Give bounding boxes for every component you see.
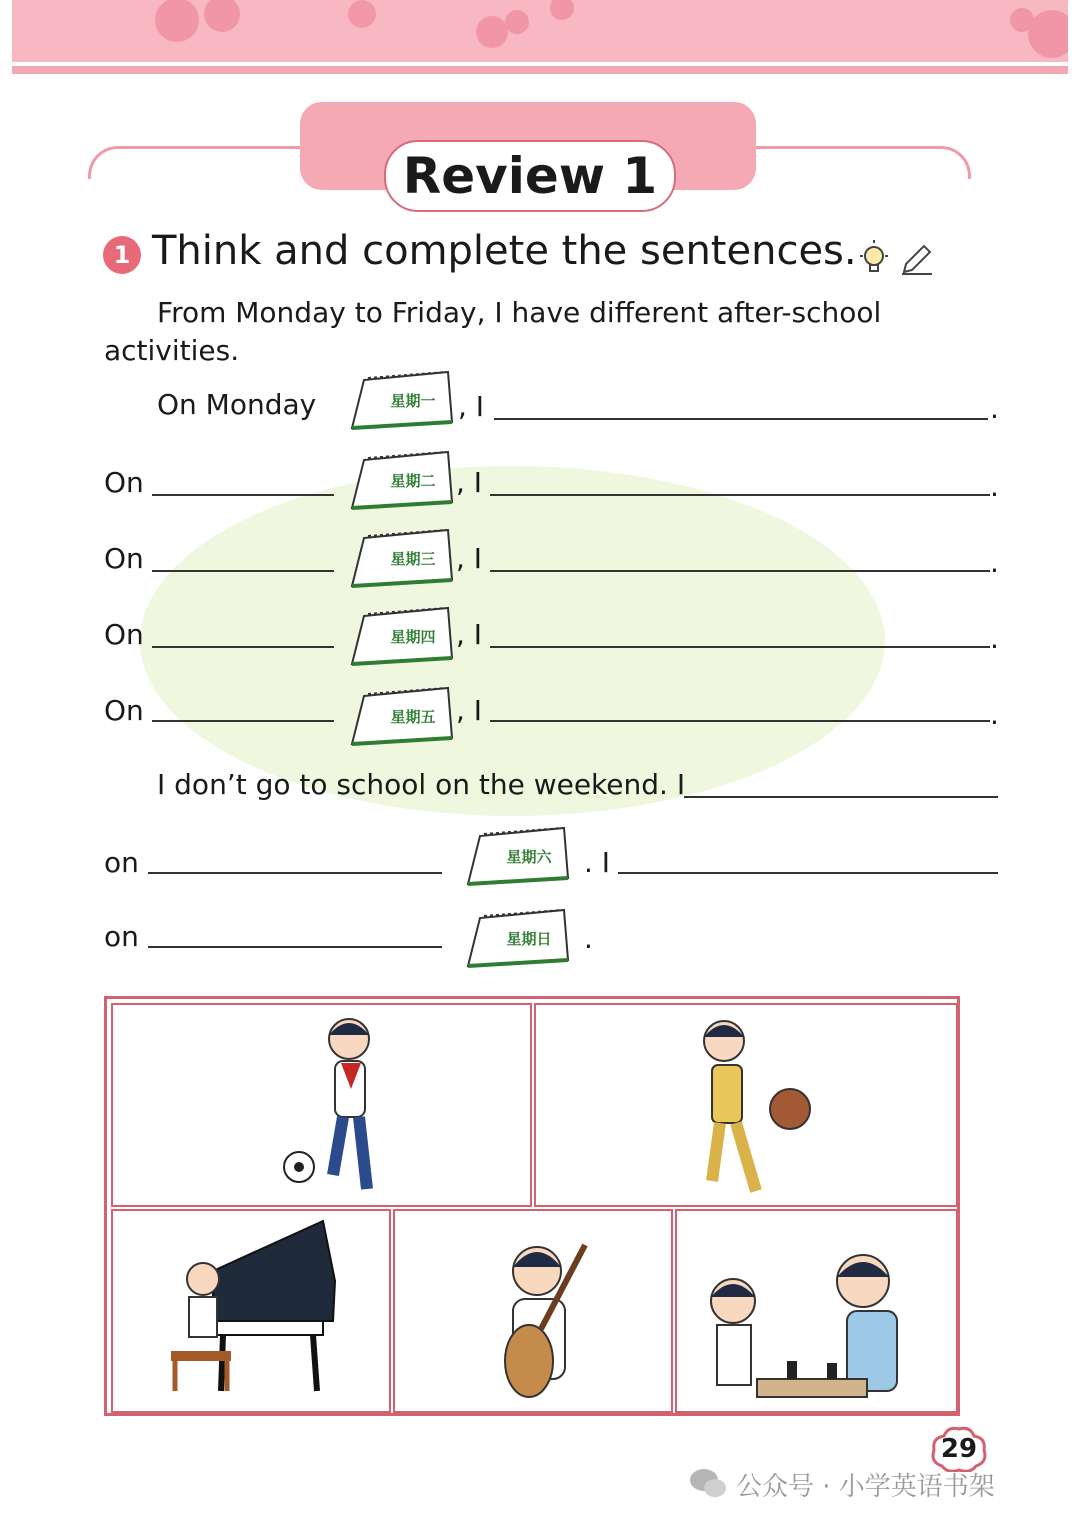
row-prefix: On: [104, 694, 144, 727]
blank-day-friday[interactable]: [152, 720, 334, 722]
page-title: Review 1: [384, 140, 676, 212]
row-prefix-monday: On Monday: [157, 388, 317, 421]
blank-day-saturday[interactable]: [148, 872, 442, 874]
blank-activity-friday[interactable]: [490, 720, 990, 722]
calendar-label: 星期一: [390, 392, 436, 410]
intro-line-2: activities.: [104, 334, 240, 367]
blank-activity-tuesday[interactable]: [490, 494, 990, 496]
calendar-sunday-icon: [464, 906, 570, 976]
picture-pipa: [393, 1209, 673, 1413]
calendar-monday-icon: [348, 368, 454, 438]
blank-day-tuesday[interactable]: [152, 494, 334, 496]
boy-chess-icon: [677, 1211, 956, 1411]
background-blob: [140, 466, 885, 816]
calendar-label: 星期日: [506, 930, 552, 948]
row-prefix: on: [104, 846, 139, 879]
calendar-label: 星期四: [390, 628, 436, 646]
exercise-number-badge: 1: [103, 236, 141, 274]
period: .: [990, 698, 999, 731]
calendar-tuesday-icon: [348, 448, 454, 518]
calendar-label: 星期六: [506, 848, 552, 866]
exercise-instruction: Think and complete the sentences.: [152, 228, 857, 274]
calendar-label: 星期五: [390, 708, 436, 726]
comma-i: , I: [456, 542, 483, 575]
page-number-text: 29: [940, 1434, 978, 1464]
comma-i: , I: [458, 390, 485, 423]
row-prefix: On: [104, 618, 144, 651]
period: .: [990, 546, 999, 579]
comma-i: , I: [456, 466, 483, 499]
blank-day-thursday[interactable]: [152, 646, 334, 648]
picture-grid: [104, 996, 960, 1416]
period-i: . I: [584, 846, 611, 879]
wechat-icon: [688, 1466, 728, 1502]
top-stripe: [12, 66, 1068, 74]
top-decorative-band: [12, 0, 1068, 68]
blank-activity-thursday[interactable]: [490, 646, 990, 648]
title-arc-right: [756, 146, 971, 179]
blank-weekend-activity[interactable]: [684, 796, 998, 798]
period: .: [584, 922, 593, 955]
lightbulb-icon: [856, 238, 892, 278]
blank-activity-monday[interactable]: [494, 418, 988, 420]
blank-day-wednesday[interactable]: [152, 570, 334, 572]
calendar-label: 星期二: [390, 472, 436, 490]
butterfly-pattern-icon: [12, 0, 1068, 62]
period: .: [990, 622, 999, 655]
pencil-icon: [898, 240, 936, 278]
period: .: [990, 392, 999, 425]
boy-football-icon: [113, 1005, 530, 1205]
calendar-friday-icon: [348, 684, 454, 754]
row-prefix: On: [104, 466, 144, 499]
row-prefix: on: [104, 920, 139, 953]
row-prefix: On: [104, 542, 144, 575]
blank-activity-wednesday[interactable]: [490, 570, 990, 572]
comma-i: , I: [456, 618, 483, 651]
boy-basketball-icon: [536, 1005, 956, 1205]
boy-pipa-icon: [395, 1211, 671, 1411]
calendar-saturday-icon: [464, 824, 570, 894]
weekend-sentence: I don’t go to school on the weekend. I: [157, 768, 686, 801]
period: .: [990, 470, 999, 503]
picture-basketball: [534, 1003, 958, 1207]
boy-piano-icon: [113, 1211, 389, 1411]
picture-piano: [111, 1209, 391, 1413]
calendar-label: 星期三: [390, 550, 436, 568]
intro-line-1: From Monday to Friday, I have different after-school: [157, 296, 882, 329]
blank-day-sunday[interactable]: [148, 946, 442, 948]
picture-chess: [675, 1209, 958, 1413]
title-arc-left: [88, 146, 303, 179]
calendar-thursday-icon: [348, 604, 454, 674]
watermark-text: 公众号 · 小学英语书架: [736, 1472, 995, 1502]
picture-football: [111, 1003, 532, 1207]
calendar-wednesday-icon: [348, 526, 454, 596]
comma-i: , I: [456, 694, 483, 727]
blank-saturday-activity[interactable]: [618, 872, 998, 874]
